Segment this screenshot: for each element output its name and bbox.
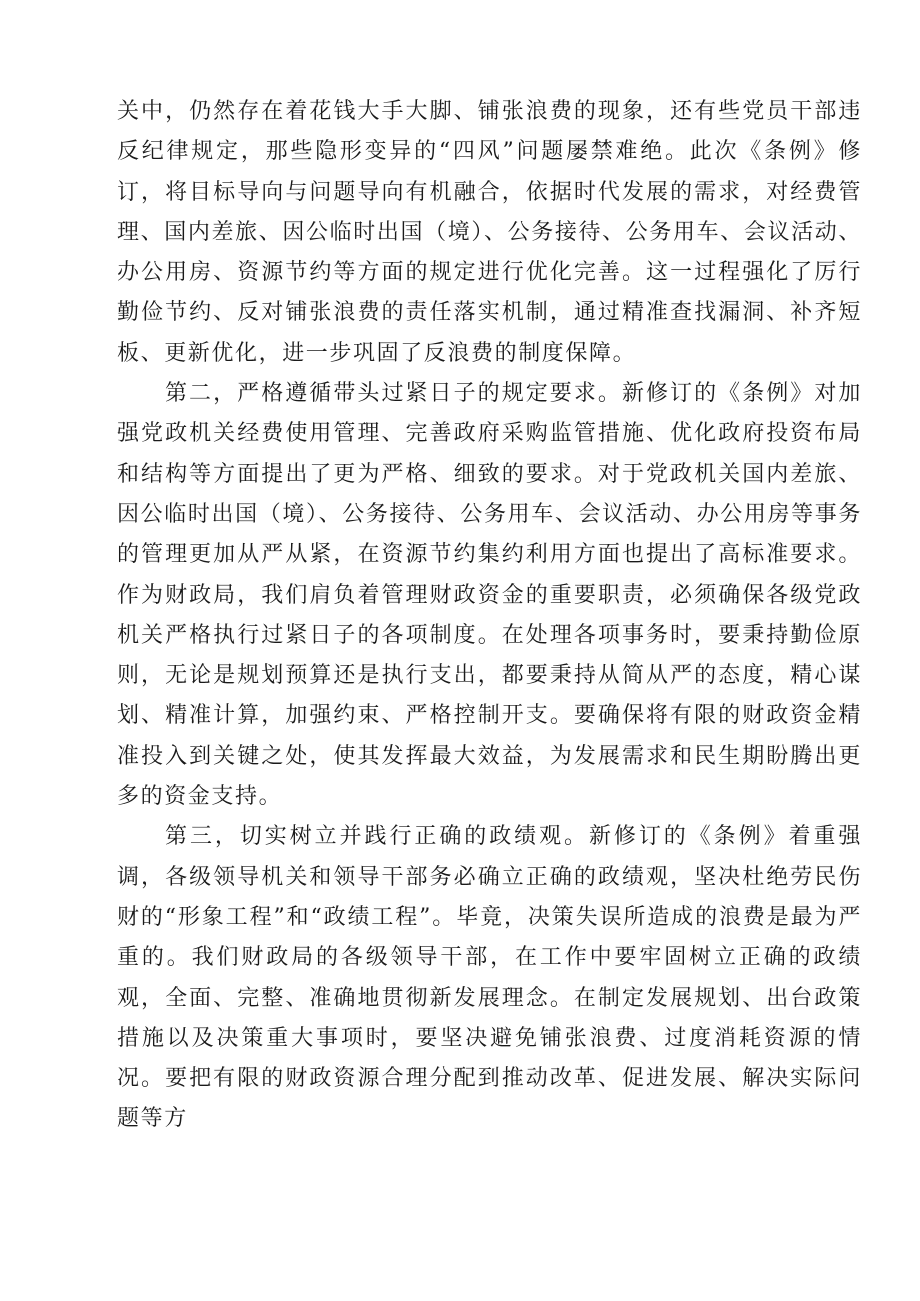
paragraph-1: 关中，仍然存在着花钱大手大脚、铺张浪费的现象，还有些党员干部违反纪律规定，那些隐形变异的“四风”问题屡禁难绝。此次《条例》修订，将目标导向与问题导向有机融合，依据时代发展的需求，对经费管理、国内差旅、因公临时出国（境）、公务接待、公务用车、会议活动、办公用房、资源节约等方面的规定进行优化完善。这一过程强化了厉行勤俭节约、反对铺张浪费的责任落实机制，通过精准查找漏洞、补齐短板、更新优化，进一步巩固了反浪费的制度保障。 — [117, 99, 862, 366]
paragraph-2: 第二，严格遵循带头过紧日子的规定要求。新修订的《条例》对加强党政机关经费使用管理、完善政府采购监管措施、优化政府投资布局和结构等方面提出了更为严格、细致的要求。对于党政机关国内差旅、因公临时出国（境）、公务接待、公务用车、会议活动、办公用房等事务的管理更加从严从紧，在资源节约集约利用方面也提出了高标准要求。作为财政局，我们肩负着管理财政资金的重要职责，必须确保各级党政机关严格执行过紧日子的各项制度。在处理各项事务时，要秉持勤俭原则，无论是规划预算还是执行支出，都要秉持从简从严的态度，精心谋划、精准计算，加强约束、严格控制开支。要确保将有限的财政资金精准投入到关键之处，使其发挥最大效益，为发展需求和民生期盼腾出更多的资金支持。 — [117, 381, 862, 810]
paragraph-3: 第三，切实树立并践行正确的政绩观。新修订的《条例》着重强调，各级领导机关和领导干部务必确立正确的政绩观，坚决杜绝劳民伤财的“形象工程”和“政绩工程”。毕竟，决策失误所造成的浪费是最为严重的。我们财政局的各级领导干部，在工作中要牢固树立正确的政绩观，全面、完整、准确地贯彻新发展理念。在制定发展规划、出台政策措施以及决策重大事项时，要坚决避免铺张浪费、过度消耗资源的情况。要把有限的财政资源合理分配到推动改革、促进发展、解决实际问题等方 — [117, 824, 862, 1132]
document-body — [117, 92, 862, 1140]
